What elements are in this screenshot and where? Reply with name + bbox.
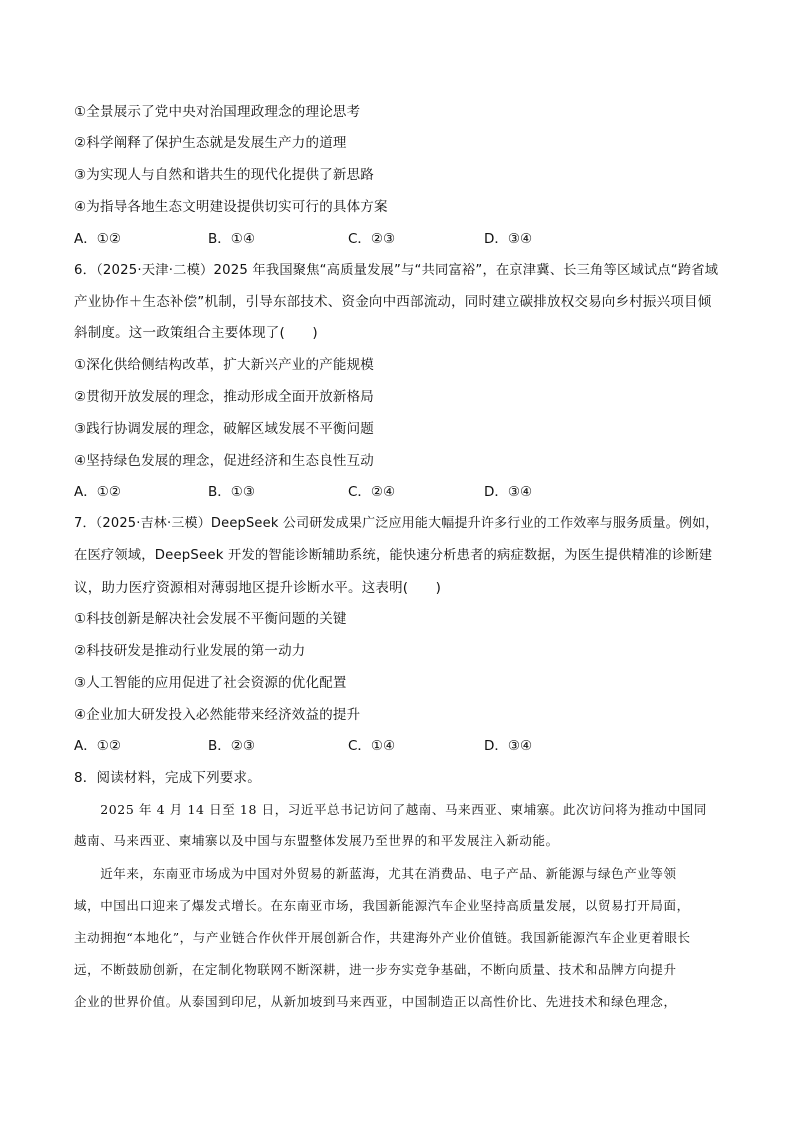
q7-stem-line-3: 议，助力医疗资源相对薄弱地区提升诊断水平。这表明( ) [74, 580, 442, 596]
q6-item-1: ①深化供给侧结构改革，扩大新兴产业的产能规模 [74, 357, 375, 373]
q5-option-b: B．①④ [208, 231, 255, 247]
q6-item-2: ②贯彻开放发展的理念，推动形成全面开放新格局 [74, 389, 375, 405]
q7-stem-line-1: 7．（2025·吉林·三模）DeepSeek 公司研发成果广泛应用能大幅提升许多行业的工作效率与服务质量。例如， [74, 516, 719, 531]
q6-item-3: ③践行协调发展的理念，破解区域发展不平衡问题 [74, 421, 375, 437]
q7-option-c: C．①④ [348, 738, 396, 754]
q7-item-3: ③人工智能的应用促进了社会资源的优化配置 [74, 675, 347, 691]
q5-options [74, 229, 634, 249]
q7-stem-line-2: 在医疗领域，DeepSeek 开发的智能诊断辅助系统，能快速分析患者的病症数据，为医生提供精准的诊断建 [74, 548, 713, 563]
q6-option-a: A．①② [74, 484, 121, 500]
q7-item-1: ①科技创新是解决社会发展不平衡问题的关键 [74, 611, 347, 627]
q8-passage-line-7: 企业的世界价值。从泰国到印尼，从新加坡到马来西亚，中国制造正以高性价比、先进技术和绿色理念， [74, 994, 677, 1009]
q8-passage-line-4: 域，中国出口迎来了爆发式增长。在东南亚市场，我国新能源汽车企业坚持高质量发展，以贸易打开局面， [74, 898, 690, 913]
q5-item-4: ④为指导各地生态文明建设提供切实可行的具体方案 [74, 199, 388, 215]
q7-option-a: A．①② [74, 738, 121, 754]
q5-item-2: ②科学阐释了保护生态就是发展生产力的道理 [74, 135, 347, 151]
q8-passage-line-3: 近年来，东南亚市场成为中国对外贸易的新蓝海，尤其在消费品、电子产品、新能源与绿色产业等领 [74, 866, 677, 881]
q8-passage-line-5: 主动拥抱“本地化”，与产业链合作伙伴开展创新合作，共建海外产业价值链。我国新能源汽车企业更着眼长 [74, 930, 691, 945]
q6-options [74, 482, 634, 502]
q6-option-c: C．②④ [348, 484, 396, 500]
q6-option-d: D．③④ [484, 484, 533, 500]
q6-stem-line-3: 斜制度。这一政策组合主要体现了( ) [74, 325, 318, 341]
q7-option-b: B．②③ [208, 738, 255, 754]
q7-item-2: ②科技研发是推动行业发展的第一动力 [74, 643, 306, 659]
q6-stem-line-2: 产业协作＋生态补偿”机制，引导东部技术、资金向中西部流动，同时建立碳排放权交易向乡村振兴项目倾 [74, 294, 712, 310]
q8-passage-line-1: 2025 年 4 月 14 日至 18 日，习近平总书记访问了越南、马来西亚、柬埔寨。此次访问将为推动中国同 [74, 802, 707, 817]
q6-stem-line-1: 6．（2025·天津·二模）2025 年我国聚焦“高质量发展”与“共同富裕”，在京津冀、长三角等区域试点“跨省域 [74, 263, 719, 278]
q7-option-d: D．③④ [484, 738, 533, 754]
q7-options [74, 736, 634, 756]
q6-item-4: ④坚持绿色发展的理念，促进经济和生态良性互动 [74, 453, 375, 469]
q6-option-b: B．①③ [208, 484, 255, 500]
q8-passage-line-2: 越南、马来西亚、柬埔寨以及中国与东盟整体发展乃至世界的和平发展注入新动能。 [74, 833, 559, 848]
q5-item-1: ①全景展示了党中央对治国理政理念的理论思考 [74, 104, 361, 120]
q7-item-4: ④企业加大研发投入必然能带来经济效益的提升 [74, 707, 361, 723]
q8-stem: 8．阅读材料，完成下列要求。 [74, 770, 261, 786]
q5-option-d: D．③④ [484, 231, 533, 247]
q5-item-3: ③为实现人与自然和谐共生的现代化提供了新思路 [74, 167, 375, 183]
q5-option-a: A．①② [74, 231, 121, 247]
q8-passage-line-6: 远，不断鼓励创新，在定制化物联网不断深耕，进一步夯实竞争基础，不断向质量、技术和品牌方向提升 [74, 962, 677, 977]
q5-option-c: C．②③ [348, 231, 396, 247]
